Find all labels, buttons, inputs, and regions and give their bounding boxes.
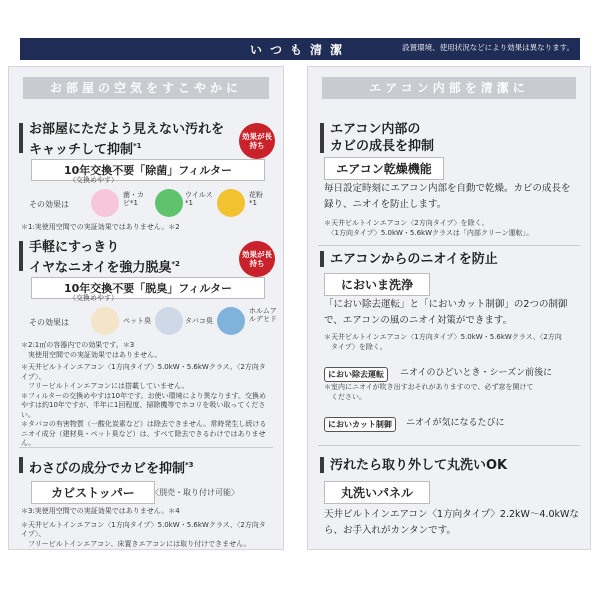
effects-label: その効果は	[29, 200, 69, 209]
block3-headline	[29, 457, 194, 477]
sterilize-filter-label: 10年交換不要「除菌」フィルター	[31, 159, 265, 181]
right-block3-headline: 汚れたら取り外して丸洗いOK	[330, 458, 508, 473]
note-line: ＊天井ビルトインエアコン〈1方向タイプ〉5.0kW・5.6kWクラス、〈2方向	[324, 333, 562, 341]
virus-icon	[155, 189, 183, 217]
block1-note: ＊1:実使用空間での実証効果ではありません。＊2	[21, 223, 180, 231]
long-lasting-badge: 効果が長持ち	[239, 123, 275, 159]
optional-accessory-text: 〈別売・取り付け可能〉	[151, 488, 239, 497]
note-line: ＊3:実使用空間での実証効果ではありません。＊4	[21, 507, 180, 515]
headline-bar	[19, 241, 23, 271]
divider	[318, 445, 580, 446]
divider	[19, 447, 273, 448]
block3-headline-text: わさびの成分でカビを抑制	[29, 461, 186, 477]
block3-notes	[21, 507, 271, 549]
note-line: ＊タバコの有害物質（一酸化炭素など）は除去できません。常時発生し続けるニオイ成分（建材臭・ペット臭など）は、すべて除去できるわけではありません。	[21, 420, 267, 447]
note-line: ＊室内にニオイが吹き出すおそれがありますので、必ず窓を開けて	[324, 383, 534, 391]
block2-headline-line2: イヤなニオイを強力脱臭	[29, 260, 172, 276]
long-lasting-badge: 効果が長持ち	[239, 241, 275, 277]
right-block3-body: 天井ビルトインエアコン〈1方向タイプ〉2.2kW〜4.0kWなら、お手入れがカンタンです。	[324, 509, 579, 536]
note-line: 実使用空間での実証効果ではありません。	[21, 350, 162, 359]
right-block2-body: 「におい除去運転」と「においカット制御」の2つの制御で、エアコンの風のニオイ対策ができます。	[324, 299, 568, 326]
header-note: 設置環境、使用状況などにより効果は異なります。	[402, 43, 574, 52]
note-line: ください。	[324, 392, 366, 401]
right-block1-body: 毎日設定時刻にエアコン内部を自動で乾燥。カビの成長を録り、ニオイを防止します。	[324, 183, 571, 210]
right-block1-headline-line2: カビの成長を抑制	[330, 139, 435, 154]
section-header	[20, 38, 580, 60]
block2-headline-line1: 手軽にすっきり	[29, 240, 120, 255]
headline-bar	[320, 123, 324, 153]
headline-bar	[320, 457, 324, 473]
effect-virus-mark: *1	[185, 199, 193, 207]
pet-icon	[91, 307, 119, 335]
left-section-title: お部屋の空気をすこやかに	[23, 77, 269, 99]
right-block2-notes	[324, 333, 580, 352]
effects-label: その効果は	[29, 318, 69, 327]
effect-pollen-name: 花粉	[249, 191, 263, 199]
block3-headline-mark: *3	[185, 461, 194, 469]
right-panel	[307, 66, 591, 550]
note-line: ＊天井ビルトインエアコン〈2方向タイプ〉を除く。	[324, 219, 489, 227]
odor-removal-tag: におい除去運転	[324, 367, 388, 382]
odor-wash-label: においま洗浄	[324, 273, 430, 296]
block1-headline-mark: *1	[133, 142, 142, 150]
right-block1-headline	[330, 121, 434, 155]
replacement-guide-text: （交換めやす）	[69, 176, 118, 184]
deodorize-filter-label: 10年交換不要「脱臭」フィルター	[31, 277, 265, 299]
headline-bar	[320, 251, 324, 267]
effect-pollen	[249, 191, 275, 207]
effect-germ-name: 菌・カビ	[123, 191, 144, 207]
block2-notes	[21, 341, 271, 449]
header-title: いつも清潔	[249, 43, 350, 57]
block1-headline-line1: お部屋にただよう見えない汚れを	[29, 122, 225, 137]
note-line: ＊フィルターの交換めやすは10年です。お使い環境により異なります。交換めやすは約10年ですが、半年に1回程度、掃除機等でホコリを吸い取ってください。	[21, 391, 266, 419]
note-line: フリービルトインエアコン、床置きエアコンには取り付けできません。	[21, 539, 251, 548]
effect-pet: ペット臭	[123, 317, 151, 325]
block1-headline	[29, 121, 229, 158]
mold-stopper-label: カビストッパー	[31, 481, 155, 504]
headline-bar	[19, 457, 23, 473]
washable-panel-label: 丸洗いパネル	[324, 481, 430, 504]
replacement-guide-text: （交換めやす）	[69, 294, 118, 302]
block2-headline	[29, 239, 229, 276]
note-line: 〈1方向タイプ〉5.0kW・5.6kWクラスは「内部クリーン運転」。	[324, 228, 534, 237]
right-section-title: エアコン内部を清潔に	[322, 77, 576, 99]
block1-headline-line2: キャッチして抑制	[29, 142, 134, 158]
odor-cut-text: ニオイが気になるたびに	[406, 418, 505, 428]
odor-removal-text: ニオイのひどいとき・シーズン前後に	[400, 368, 553, 378]
note-line: タイプ〉を除く。	[324, 342, 387, 351]
effect-tobacco: タバコ臭	[185, 317, 213, 325]
house-icon	[217, 307, 245, 335]
pollen-icon	[217, 189, 245, 217]
right-block2-headline: エアコンからのニオイを防止	[330, 252, 498, 267]
headline-bar	[19, 123, 23, 153]
block2-headline-mark: *2	[171, 260, 180, 268]
right-block1-headline-line1: エアコン内部の	[330, 122, 421, 137]
note-line: ＊天井ビルトインエアコン〈1方向タイプ〉5.0kW・5.6kWクラス、〈2方向タイプ〉、	[21, 363, 266, 381]
germ-icon	[91, 189, 119, 217]
effect-formaldehyde: ホルムアルデヒド	[249, 307, 277, 323]
tobacco-icon	[155, 307, 183, 335]
dry-function-label: エアコン乾燥機能	[324, 157, 444, 180]
effect-virus	[185, 191, 213, 207]
effect-germ	[123, 191, 149, 207]
effect-pollen-mark: *1	[249, 199, 257, 207]
effect-germ-mark: *1	[130, 199, 138, 207]
note-line: ＊天井ビルトインエアコン〈1方向タイプ〉5.0kW・5.6kWクラス、〈2方向タイプ〉、	[21, 520, 266, 538]
right-block1-notes	[324, 219, 580, 238]
effect-virus-name: ウイルス	[185, 191, 213, 199]
odor-cut-tag: においカット制御	[324, 417, 396, 432]
odor-removal-note	[324, 383, 580, 402]
left-panel	[8, 66, 284, 550]
note-line: ＊2:1㎥の容器内での効果です。＊3	[21, 341, 135, 349]
note-line: フリービルトインエアコンには搭載していません。	[21, 382, 189, 390]
divider	[318, 245, 580, 246]
